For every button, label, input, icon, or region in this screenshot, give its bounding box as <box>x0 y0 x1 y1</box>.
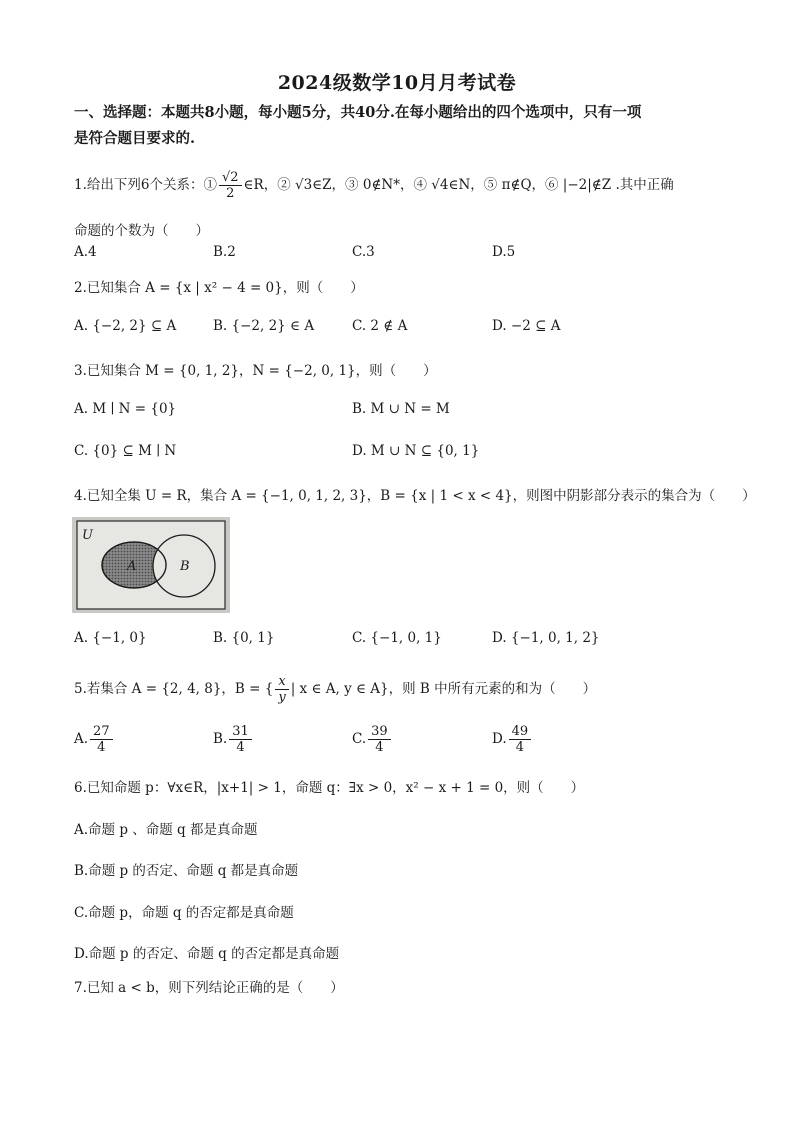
q5-option-c[interactable] <box>352 724 393 755</box>
q2-option-d[interactable]: D. −2 ⊆ A <box>492 318 561 334</box>
venn-label-b: B <box>180 559 190 574</box>
q1-prefix: 1.给出下列6个关系：① <box>74 177 217 193</box>
q5-frac-den: y <box>278 690 286 705</box>
q5-option-c-den: 4 <box>375 740 384 755</box>
q2-option-b[interactable]: B. {−2, 2} ∈ A <box>213 318 315 334</box>
q5-option-a-label: A. <box>74 731 89 747</box>
q5-option-b-den: 4 <box>236 740 245 755</box>
q1-frac-num: √2 <box>219 170 242 186</box>
q4-option-d[interactable]: D. {−1, 0, 1, 2} <box>492 630 600 646</box>
q5-option-b-label: B. <box>213 731 228 747</box>
venn-label-u: U <box>82 528 93 543</box>
q5-option-c-label: C. <box>352 731 367 747</box>
question-7-stem: 7.已知 a < b，则下列结论正确的是（ ） <box>74 980 344 996</box>
q3-option-c[interactable]: C. {0} ⊆ M ∣ N <box>74 443 177 459</box>
q5-option-b-num: 31 <box>229 724 252 740</box>
section-heading-line2: 是符合题目要求的. <box>74 130 196 147</box>
q5-option-d-num: 49 <box>509 724 532 740</box>
q1-option-c[interactable]: C.3 <box>352 244 375 260</box>
q3-option-a[interactable]: A. M ∣ N = {0} <box>74 401 177 417</box>
q1-frac-den: 2 <box>226 186 235 201</box>
question-3-stem: 3.已知集合 M = {0, 1, 2}，N = {−2, 0, 1}，则（ ） <box>74 363 437 379</box>
q5-option-a[interactable] <box>74 724 115 755</box>
q6-option-c[interactable]: C.命题 p，命题 q 的否定都是真命题 <box>74 905 294 921</box>
q5-option-a-num: 27 <box>90 724 113 740</box>
question-1-stem <box>74 170 674 201</box>
q5-option-c-num: 39 <box>368 724 391 740</box>
q5-option-d-label: D. <box>492 731 507 747</box>
q5-option-d-fraction <box>509 724 532 755</box>
q5-option-a-fraction <box>90 724 113 755</box>
q1-option-b[interactable]: B.2 <box>213 244 236 260</box>
question-6-stem: 6.已知命题 p：∀x∈R，|x+1| > 1，命题 q：∃x > 0，x² − x + 1 = 0，则（ ） <box>74 780 585 796</box>
q5-stem-pre: 5.若集合 A = {2, 4, 8}，B = { <box>74 681 274 697</box>
q5-option-b[interactable] <box>213 724 254 755</box>
q1-option-a[interactable]: A.4 <box>74 244 97 260</box>
q6-option-a[interactable]: A.命题 p 、命题 q 都是真命题 <box>74 822 258 838</box>
section-heading-line1: 一、选择题：本题共8小题，每小题5分，共40分.在每小题给出的四个选项中，只有一项 <box>74 104 642 121</box>
q3-option-d[interactable]: D. M ∪ N ⊆ {0, 1} <box>352 443 480 459</box>
q5-option-d[interactable] <box>492 724 533 755</box>
q3-option-b[interactable]: B. M ∪ N = M <box>352 401 450 417</box>
q2-option-a[interactable]: A. {−2, 2} ⊆ A <box>74 318 177 334</box>
q5-option-d-den: 4 <box>515 740 525 755</box>
question-1-line2: 命题的个数为（ ） <box>74 223 209 239</box>
question-4-stem: 4.已知全集 U = R，集合 A = {−1, 0, 1, 2, 3}，B = {x | 1 < x < 4}，则图中阴影部分表示的集合为（ ） <box>74 488 756 504</box>
q6-option-b[interactable]: B.命题 p 的否定、命题 q 都是真命题 <box>74 863 299 879</box>
q2-option-c[interactable]: C. 2 ∉ A <box>352 318 408 334</box>
q1-option-d[interactable]: D.5 <box>492 244 516 260</box>
question-2-stem: 2.已知集合 A = {x | x² − 4 = 0}，则（ ） <box>74 280 364 296</box>
question-5-stem <box>74 674 596 705</box>
section-heading <box>74 100 724 152</box>
q4-option-c[interactable]: C. {−1, 0, 1} <box>352 630 442 646</box>
q5-frac-num: x <box>275 674 288 690</box>
q1-fraction <box>219 170 242 201</box>
q5-option-c-fraction <box>368 724 391 755</box>
q5-stem-post: | x ∈ A, y ∈ A}，则 B 中所有元素的和为（ ） <box>290 681 597 697</box>
venn-diagram <box>72 517 230 613</box>
page-title: 2024级数学10月月考试卷 <box>277 72 517 94</box>
q5-fraction <box>275 674 288 705</box>
q5-option-a-den: 4 <box>97 740 106 755</box>
q4-option-b[interactable]: B. {0, 1} <box>213 630 275 646</box>
q6-option-d[interactable]: D.命题 p 的否定、命题 q 的否定都是真命题 <box>74 946 340 962</box>
venn-label-a: A <box>127 559 137 574</box>
q4-option-a[interactable]: A. {−1, 0} <box>74 630 147 646</box>
q1-rest: ∈R，② √3∈Z，③ 0∉N*，④ √4∈N，⑤ π∉Q，⑥ |−2|∉Z .其中正确 <box>243 177 674 193</box>
q5-option-b-fraction <box>229 724 252 755</box>
